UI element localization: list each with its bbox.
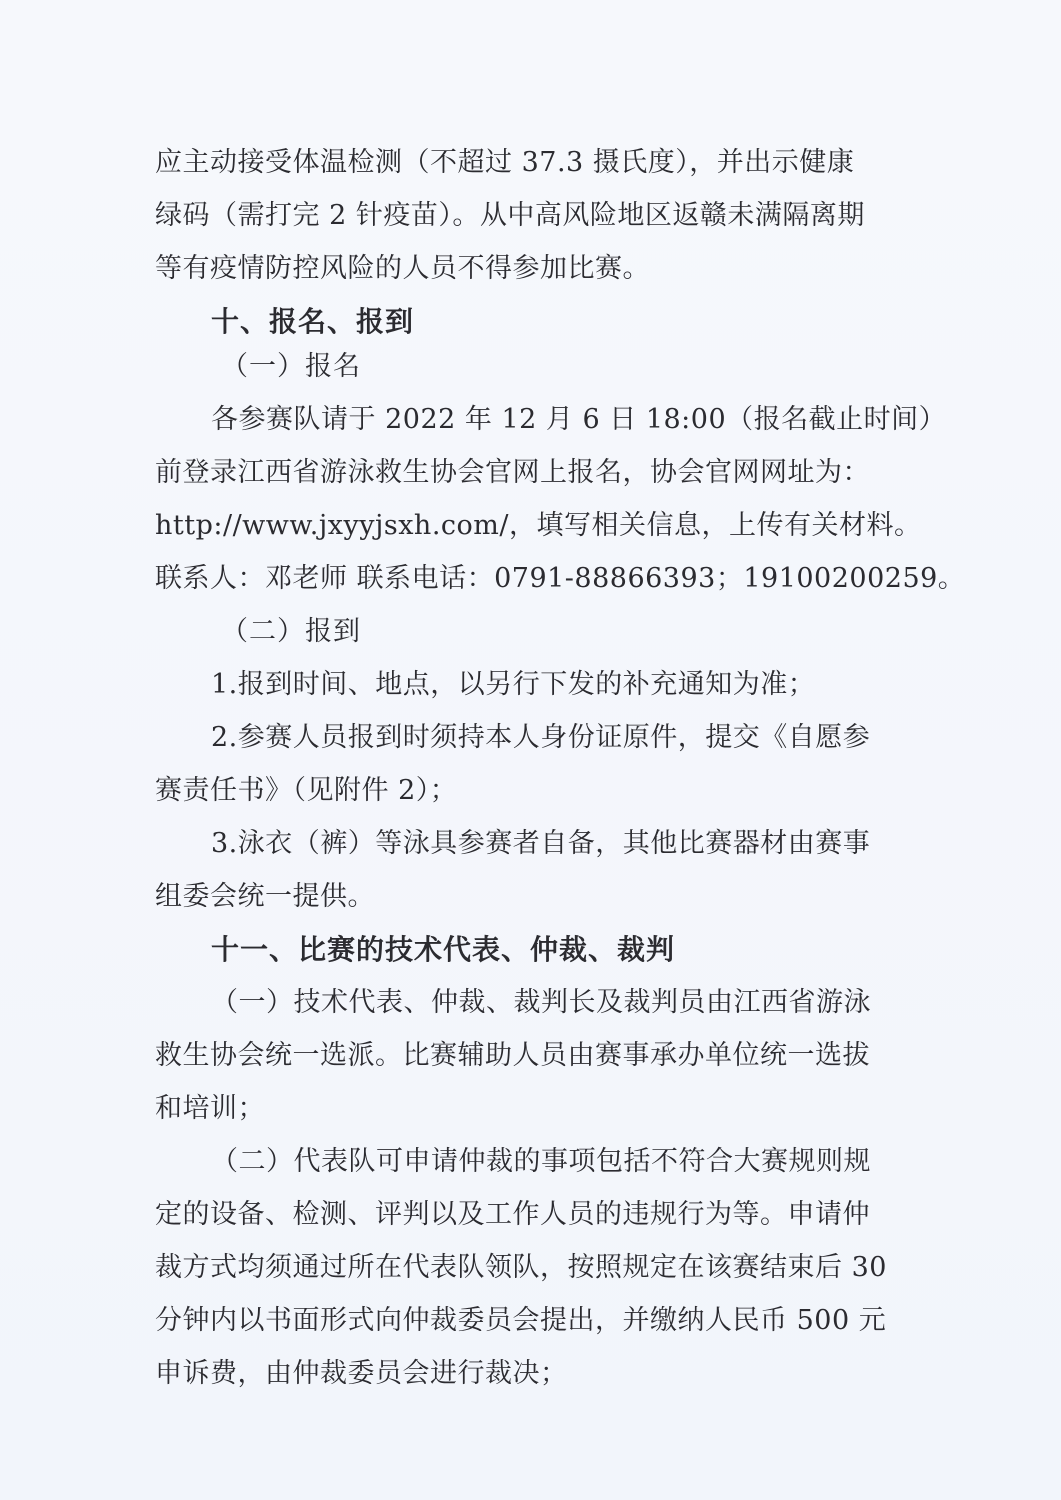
check-in-item-1: 1.报到时间、地点，以另行下发的补充通知为准； bbox=[211, 669, 816, 700]
text-line: 2.参赛人员报到时须持本人身份证原件，提交《自愿参 bbox=[211, 722, 871, 753]
check-in-item-2 bbox=[155, 711, 895, 817]
paragraph-registration bbox=[155, 393, 966, 605]
website-line: http://www.jxyyjsxh.com/，填写相关信息，上传有关材料。 bbox=[155, 510, 922, 541]
text-line: 各参赛队请于 2022 年 12 月 6 日 18:00（报名截止时间） bbox=[211, 404, 947, 435]
text-line: 3.泳衣（裤）等泳具参赛者自备，其他比赛器材由赛事 bbox=[211, 828, 871, 859]
text-line: 和培训； bbox=[155, 1093, 265, 1124]
text-line: 定的设备、检测、评判以及工作人员的违规行为等。申请仲 bbox=[155, 1199, 870, 1230]
paragraph-health-requirements bbox=[155, 136, 895, 295]
text-line: 绿码（需打完 2 针疫苗）。从中高风险地区返赣未满隔离期 bbox=[155, 200, 865, 231]
text-line: 应主动接受体温检测（不超过 37.3 摄氏度），并出示健康 bbox=[155, 147, 855, 178]
text-line: 裁方式均须通过所在代表队领队，按照规定在该赛结束后 30 bbox=[155, 1252, 887, 1283]
document-body bbox=[155, 136, 966, 1400]
text-line: 申诉费，由仲裁委员会进行裁决； bbox=[155, 1358, 568, 1389]
text-line: 救生协会统一选派。比赛辅助人员由赛事承办单位统一选拔 bbox=[155, 1040, 870, 1071]
contact-line: 联系人：邓老师 联系电话：0791-88866393；19100200259。 bbox=[155, 563, 966, 594]
section-10-sub1-heading: （一）报名 bbox=[221, 351, 361, 382]
text-line: 分钟内以书面形式向仲裁委员会提出，并缴纳人民币 500 元 bbox=[155, 1305, 887, 1336]
check-in-item-3 bbox=[155, 817, 895, 923]
text-line: 组委会统一提供。 bbox=[155, 881, 375, 912]
paragraph-arbitration bbox=[155, 1135, 895, 1400]
section-10-sub2-heading: （二）报到 bbox=[221, 616, 361, 647]
section-10-heading: 十、报名、报到 bbox=[211, 305, 415, 338]
text-line: （一）技术代表、仲裁、裁判长及裁判员由江西省游泳 bbox=[211, 987, 871, 1018]
text-line: 前登录江西省游泳救生协会官网上报名，协会官网网址为： bbox=[155, 457, 870, 488]
text-line: 等有疫情防控风险的人员不得参加比赛。 bbox=[155, 253, 650, 284]
text-line: （二）代表队可申请仲裁的事项包括不符合大赛规则规 bbox=[211, 1146, 871, 1177]
paragraph-officials bbox=[155, 976, 895, 1135]
section-11-heading: 十一、比赛的技术代表、仲裁、裁判 bbox=[211, 933, 676, 966]
text-line: 赛责任书》（见附件 2）； bbox=[155, 775, 458, 806]
